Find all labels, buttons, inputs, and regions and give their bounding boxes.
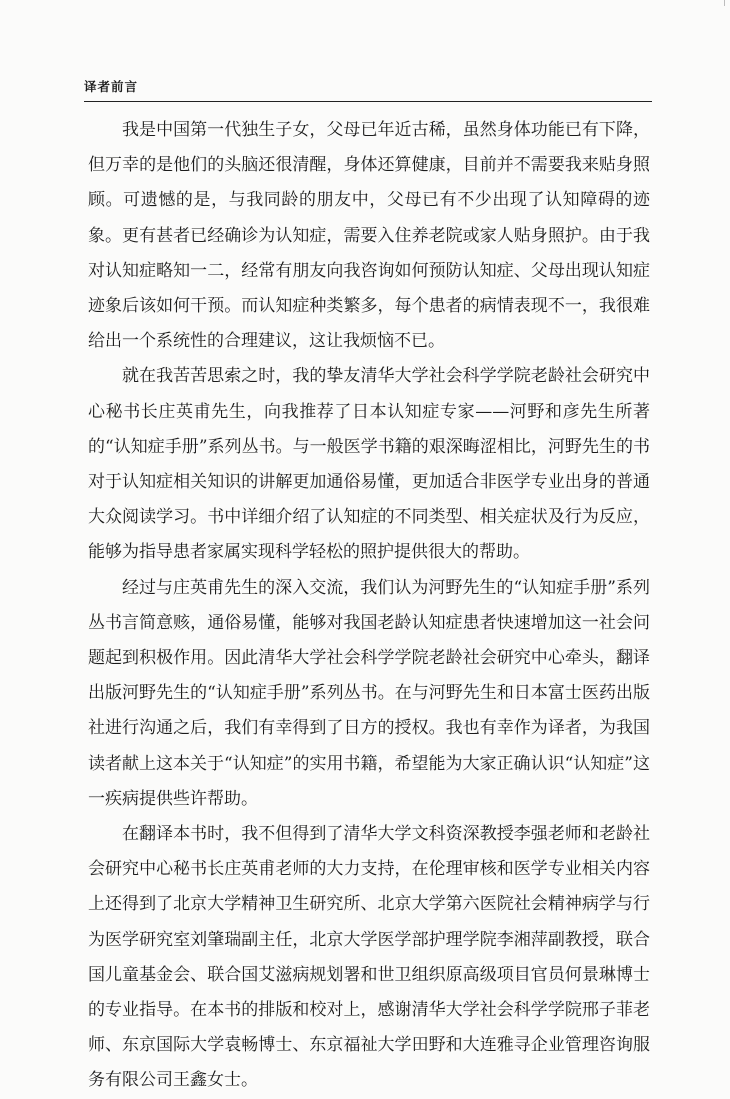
header-rule <box>84 101 652 102</box>
paragraph-2: 就在我苦苦思索之时，我的挚友清华大学社会科学学院老龄社会研究中心秘书长庄英甫先生，向我推荐了日本认知症专家——河野和彦先生所著的“认知症手册”系列丛书。与一般医学书籍的艰深晦涩相比，河野先生的书对于认知症相关知识的讲解更加通俗易懂，更加适合非医学专业出身的普通大众阅读学习。书中详细介绍了认知症的不同类型、相关症状及行为反应，能够为指导患者家属实现科学轻松的照护提供很大的帮助。 <box>88 366 650 563</box>
section-title: 译者前言 <box>84 79 139 94</box>
preface-body <box>88 113 650 1099</box>
page-edge-mark <box>724 0 725 6</box>
paragraph-4: 在翻译本书时，我不但得到了清华大学文科资深教授李强老师和老龄社会研究中心秘书长庄英甫老师的大力支持，在伦理审核和医学专业相关内容上还得到了北京大学精神卫生研究所、北京大学第六医院社会精神病学与行为医学研究室刘肇瑞副主任，北京大学医学部护理学院李湘萍副教授，联合国儿童基金会、联合国艾滋病规划署和世卫组织原高级项目官员何景琳博士的专业指导。在本书的排版和校对上，感谢清华大学社会科学学院邢子菲老师、东京国际大学袁畅博士、东京福祉大学田野和大连雅寻企业管理咨询服务有限公司王鑫女士。 <box>88 824 650 1091</box>
paragraph-1: 我是中国第一代独生子女，父母已年近古稀，虽然身体功能已有下降，但万幸的是他们的头脑还很清醒，身体还算健康，目前并不需要我来贴身照顾。可遗憾的是，与我同龄的朋友中，父母已有不少出现了认知障碍的迹象。更有甚者已经确诊为认知症，需要入住养老院或家人贴身照护。由于我对认知症略知一二，经常有朋友向我咨询如何预防认知症、父母出现认知症迹象后该如何干预。而认知症种类繁多，每个患者的病情表现不一，我很难给出一个系统性的合理建议，这让我烦恼不已。 <box>88 120 650 352</box>
running-header <box>84 78 652 102</box>
paragraph-3: 经过与庄英甫先生的深入交流，我们认为河野先生的“认知症手册”系列丛书言简意赅，通俗易懂，能够对我国老龄认知症患者快速增加这一社会问题起到积极作用。因此清华大学社会科学学院老龄社会研究中心牵头，翻译出版河野先生的“认知症手册”系列丛书。在与河野先生和日本富士医药出版社进行沟通之后，我们有幸得到了日方的授权。我也有幸作为译者，为我国读者献上这本关于“认知症”的实用书籍，希望能为大家正确认识“认知症”这一疾病提供些许帮助。 <box>88 577 650 809</box>
